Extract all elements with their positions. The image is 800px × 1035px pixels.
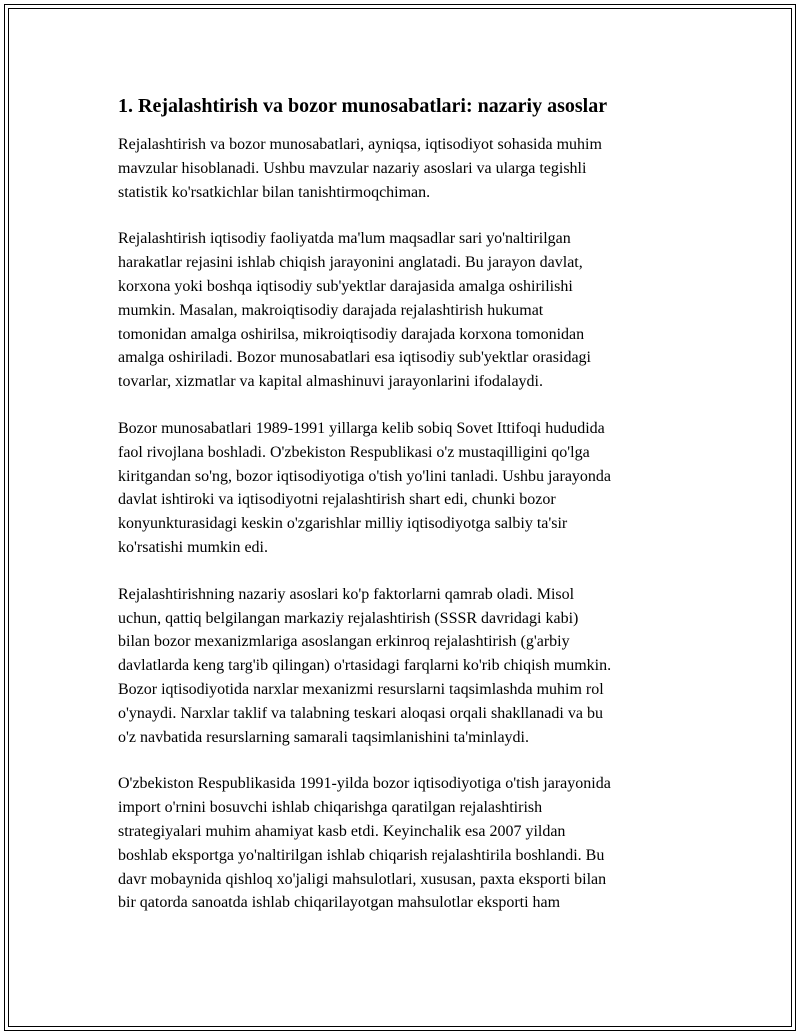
- text-line: tovarlar, xizmatlar va kapital almashinuvi jarayonlarini ifodalaydi.: [118, 373, 543, 391]
- text-line: Bozor iqtisodiyotida narxlar mexanizmi resurslarni taqsimlashda muhim rol: [118, 680, 604, 698]
- text-line: bir qatorda sanoatda ishlab chiqarilayotgan mahsulotlar eksporti ham: [118, 894, 561, 912]
- text-line: O'zbekiston Respublikasida 1991-yilda bozor iqtisodiyotiga o'tish jarayonida: [118, 775, 611, 793]
- text-line: tomonidan amalga oshirilsa, mikroiqtisodiy darajada korxona tomonidan: [118, 325, 585, 343]
- text-line: Rejalashtirish va bozor munosabatlari, ayniqsa, iqtisodiyot sohasida muhim: [118, 136, 602, 153]
- text-line: boshlab eksportga yo'naltirilgan ishlab chiqarish rejalashtirila boshlandi. Bu: [118, 846, 605, 864]
- text-line: amalga oshiriladi. Bozor munosabatlari esa iqtisodiy sub'yektlar orasidagi: [118, 349, 591, 367]
- text-line: o'ynaydi. Narxlar taklif va talabning teskari aloqasi orqali shakllanadi va bu: [118, 704, 603, 722]
- text-line: bilan bozor mexanizmlariga asoslangan erkinroq rejalashtirish (g'arbiy: [118, 633, 570, 651]
- text-line: davr mobaynida qishloq xo'jaligi mahsulotlari, xususan, paxta eksporti bilan: [118, 870, 607, 888]
- text-line: o'z navbatida resurslarning samarali taqsimlanishini ta'minlaydi.: [118, 728, 529, 746]
- document-body: [118, 94, 684, 938]
- text-line: import o'rnini bosuvchi ishlab chiqarishga qaratilgan rejalashtirish: [118, 799, 543, 817]
- text-line: mavzular hisoblanadi. Ushbu mavzular nazariy asoslari va ularga tegishli: [118, 159, 587, 177]
- paragraph-4: [118, 583, 684, 750]
- text-line: uchun, qattiq belgilangan markaziy rejalashtirish (SSSR davridagi kabi): [118, 609, 579, 627]
- text-line: strategiyalari muhim ahamiyat kasb etdi. Keyinchalik esa 2007 yildan: [118, 822, 566, 840]
- section-heading: 1. Rejalashtirish va bozor munosabatlari: nazariy asoslar: [118, 95, 608, 117]
- text-line: Bozor munosabatlari 1989-1991 yillarga kelib sobiq Sovet Ittifoqi hududida: [118, 419, 605, 437]
- text-line: Rejalashtirishning nazariy asoslari ko'p faktorlarni qamrab oladi. Misol: [118, 585, 575, 603]
- text-line: faol rivojlana boshladi. O'zbekiston Respublikasi o'z mustaqilligini qo'lga: [118, 443, 590, 461]
- paragraph-5: [118, 772, 684, 915]
- text-line: konyunkturasidagi keskin o'zgarishlar milliy iqtisodiyotga salbiy ta'sir: [118, 515, 568, 533]
- text-line: statistik ko'rsatkichlar bilan tanishtirmoqchiman.: [118, 183, 431, 201]
- text-line: korxona yoki boshqa iqtisodiy sub'yektlar darajasida amalga oshirilishi: [118, 277, 573, 295]
- text-line: ko'rsatishi mumkin edi.: [118, 538, 268, 556]
- text-line: harakatlar rejasini ishlab chiqish jarayonini anglatadi. Bu jarayon davlat,: [118, 254, 583, 272]
- text-line: kiritgandan so'ng, bozor iqtisodiyotiga o'tish yo'lini tanladi. Ushbu jarayonda: [118, 467, 612, 485]
- paragraph-3: [118, 417, 684, 560]
- text-line: mumkin. Masalan, makroiqtisodiy darajada rejalashtirish hukumat: [118, 301, 544, 319]
- text-line: davlat ishtiroki va iqtisodiyotni rejalashtirish shart edi, chunki bozor: [118, 491, 556, 509]
- paragraph-2: [118, 227, 684, 394]
- text-line: davlatlarda keng targ'ib qilingan) o'rtasidagi farqlarni ko'rib chiqish mumkin.: [118, 657, 612, 675]
- paragraph-1: [118, 133, 684, 204]
- text-line: Rejalashtirish iqtisodiy faoliyatda ma'lum maqsadlar sari yo'naltirilgan: [118, 230, 571, 248]
